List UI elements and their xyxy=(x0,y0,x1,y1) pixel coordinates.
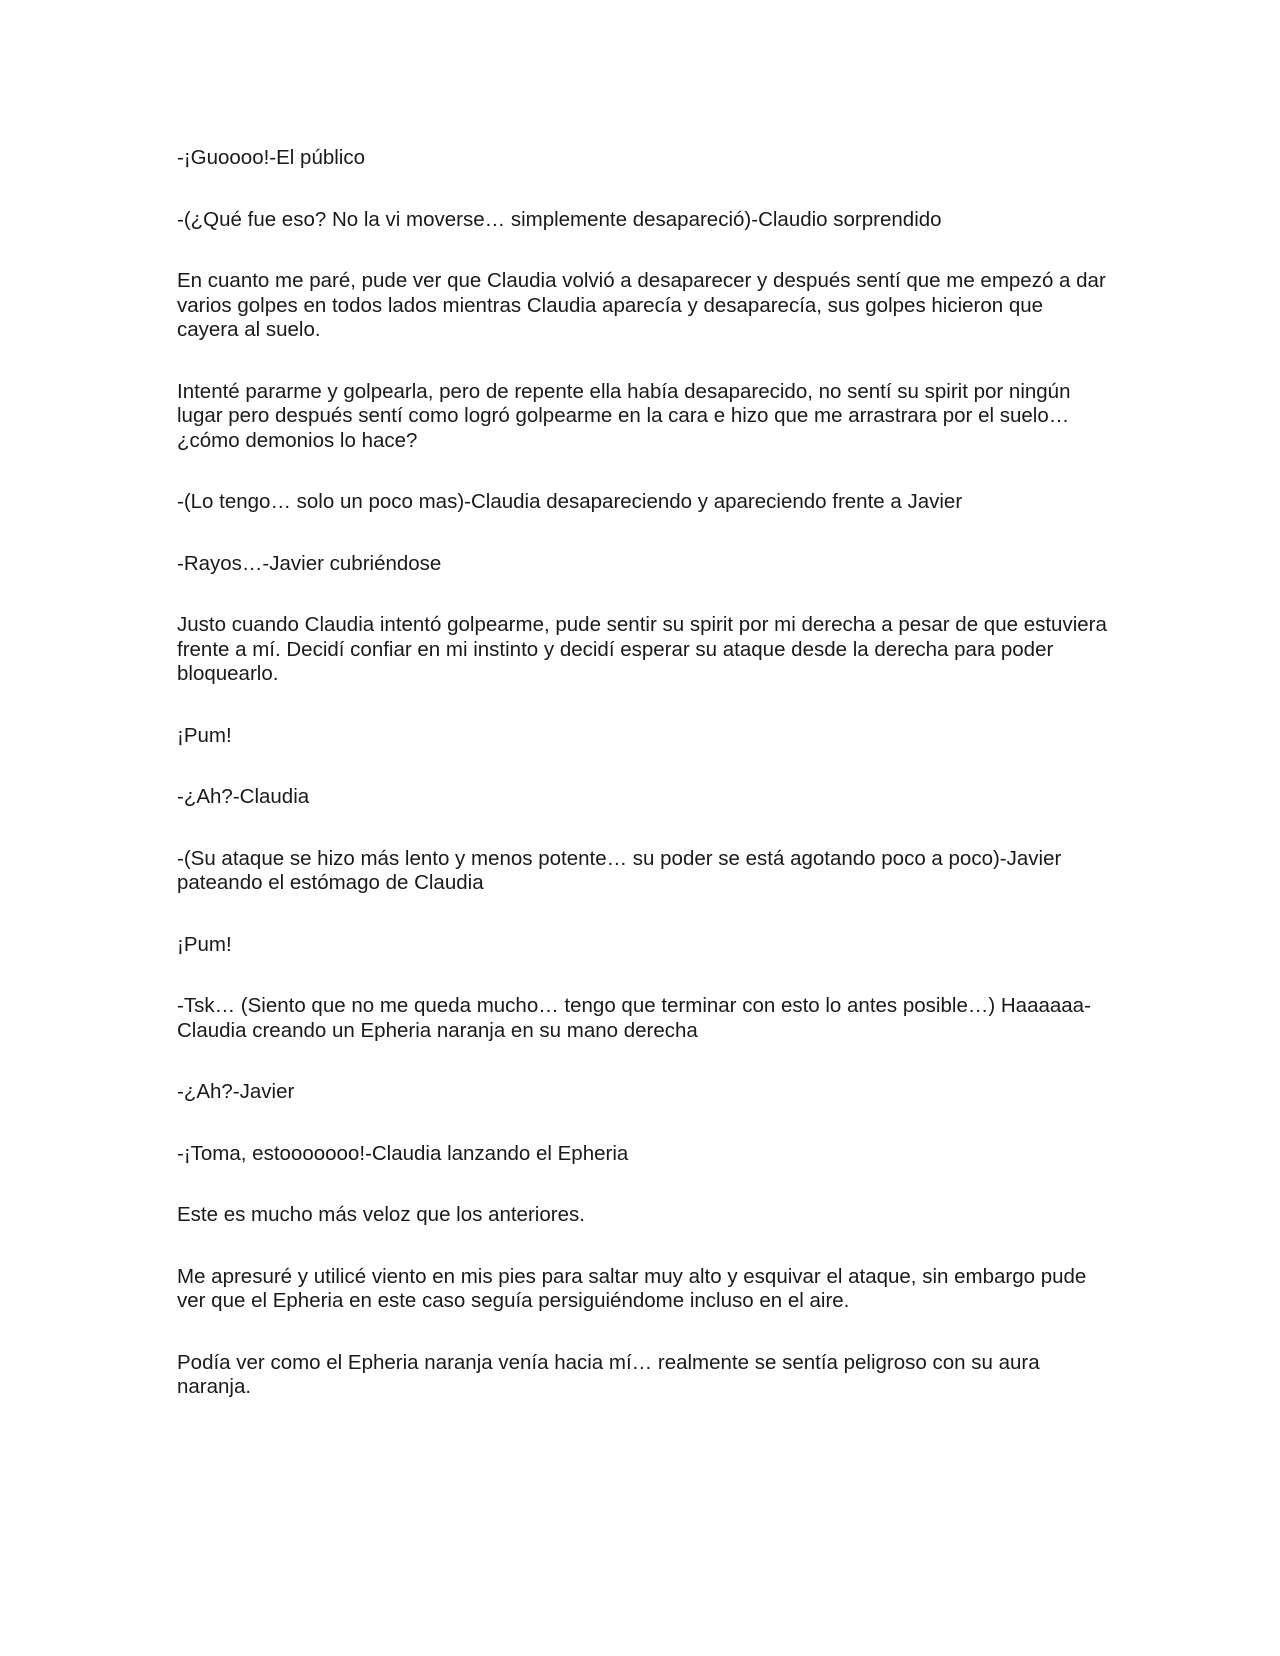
paragraph-15: Este es mucho más veloz que los anteriores. xyxy=(177,1203,585,1226)
paragraph-6: -Rayos…-Javier cubriéndose xyxy=(177,551,442,575)
paragraph-5: -(Lo tengo… solo un poco mas)-Claudia desapareciendo y apareciendo frente a Javier xyxy=(177,490,963,513)
paragraph-4: Intenté pararme y golpearla, pero de repente ella había desaparecido, no sentí su spirit por ningún lugar pero después sentí como logró golpearme en la cara e hizo que me arrastrara por el suelo… ¿cómo demonios lo hace? xyxy=(177,379,1071,452)
paragraph-12: -Tsk… (Siento que no me queda mucho… tengo que terminar con esto lo antes posible…) Haaaaaa-Claudia creando un Epheria naranja en su mano derecha xyxy=(177,994,1091,1042)
paragraph-9: -¿Ah?-Claudia xyxy=(177,785,310,808)
paragraph-8: ¡Pum! xyxy=(177,723,232,747)
paragraph-11: ¡Pum! xyxy=(177,932,232,956)
document-body xyxy=(177,146,1107,1437)
paragraph-10: -(Su ataque se hizo más lento y menos potente… su poder se está agotando poco a poco)-Javier pateando el estómago de Claudia xyxy=(177,846,1062,894)
paragraph-7: Justo cuando Claudia intentó golpearme, pude sentir su spirit por mi derecha a pesar de que estuviera frente a mí. Decidí confiar en mi instinto y decidí esperar su ataque desde la derecha para poder bloquearlo. xyxy=(177,613,1107,685)
paragraph-14: -¡Toma, estooooooo!-Claudia lanzando el Epheria xyxy=(177,1141,629,1165)
paragraph-1: -¡Guoooo!-El público xyxy=(177,146,366,169)
paragraph-13: -¿Ah?-Javier xyxy=(177,1080,295,1103)
paragraph-16: Me apresuré y utilicé viento en mis pies para saltar muy alto y esquivar el ataque, sin embargo pude ver que el Epheria en este caso seguía persiguiéndome incluso en el aire. xyxy=(177,1264,1087,1312)
paragraph-3: En cuanto me paré, pude ver que Claudia volvió a desaparecer y después sentí que me empezó a dar varios golpes en todos lados mientras Claudia aparecía y desaparecía, sus golpes hicieron que cayera al suelo. xyxy=(177,269,1106,341)
paragraph-2: -(¿Qué fue eso? No la vi moverse… simplemente desapareció)-Claudio sorprendido xyxy=(177,207,942,231)
paragraph-17: Podía ver como el Epheria naranja venía hacia mí… realmente se sentía peligroso con su aura naranja. xyxy=(177,1350,1040,1398)
